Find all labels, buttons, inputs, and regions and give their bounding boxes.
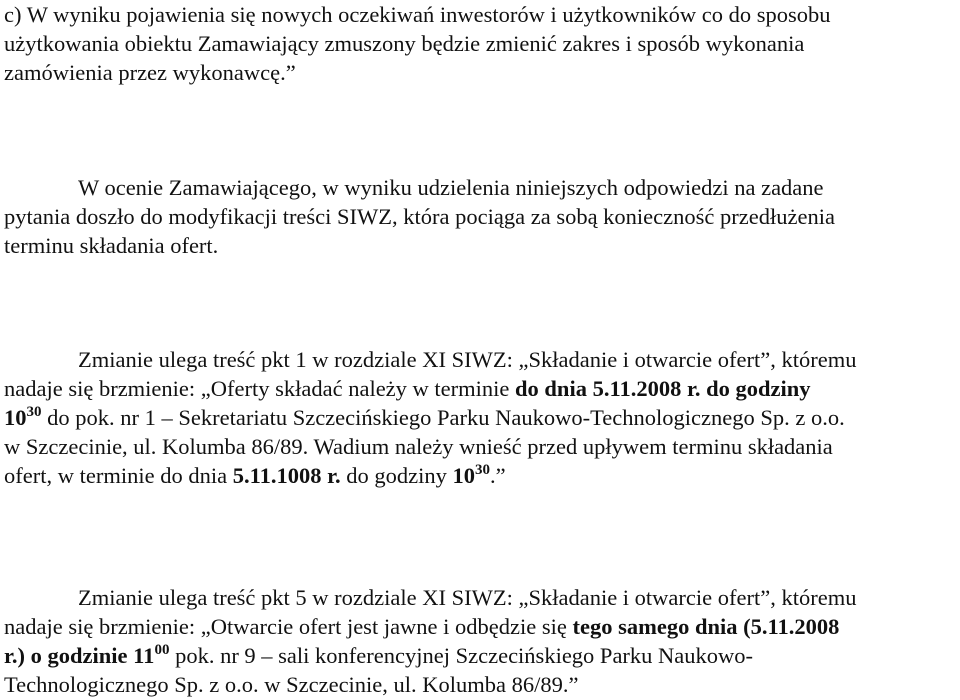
superscript-minutes: 30 (475, 462, 490, 478)
text-span: nadaje się brzmienie: „Oferty składać należy w terminie (4, 376, 516, 401)
text-line: c) W wyniku pojawienia się nowych oczekiwań inwestorów i użytkowników co do sposobu (4, 2, 831, 27)
text-span: pok. nr 9 – sali konferencyjnej Szczecińskiego Parku Naukowo- (169, 643, 754, 668)
bold-date: 5.11.1008 r. (232, 463, 341, 488)
text-line: Technologicznego Sp. z o.o. w Szczecinie, ul. Kolumba 86/89.” (4, 672, 579, 697)
paragraph-change-point-5 (4, 583, 944, 699)
text-line (4, 345, 944, 374)
paragraph-item-c (4, 0, 944, 87)
paragraph-change-point-1 (4, 345, 944, 490)
text-line (4, 173, 944, 202)
text-span: Zmianie ulega treść pkt 5 w rozdziale XI SIWZ: „Składanie i otwarcie ofert”, któremu (78, 585, 857, 610)
bold-deadline: do dnia 5.11.2008 r. do godziny (515, 376, 811, 401)
bold-hour: 10 (4, 405, 27, 430)
bold-hour: 10 (452, 463, 475, 488)
text-span: Zmianie ulega treść pkt 1 w rozdziale XI SIWZ: „Składanie i otwarcie ofert”, któremu (78, 347, 857, 372)
superscript-minutes: 30 (26, 404, 42, 420)
text-line (4, 461, 944, 490)
text-line: terminu składania ofert. (4, 233, 219, 258)
text-line: pytania doszło do modyfikacji treści SIWZ, która pociąga za sobą konieczność przedłużenia (4, 204, 835, 229)
text-span: .” (490, 463, 506, 488)
text-line (4, 374, 944, 403)
bold-same-day: tego samego dnia (5.11.2008 (572, 614, 840, 639)
text-line (4, 612, 944, 641)
paragraph-assessment (4, 173, 944, 260)
text-span: ofert, w terminie do dnia (4, 463, 233, 488)
text-line (4, 403, 944, 432)
text-line: użytkowania obiektu Zamawiający zmuszony będzie zmienić zakres i sposób wykonania (4, 31, 805, 56)
bold-hour: r.) o godzinie 11 (4, 643, 155, 668)
text-span: nadaje się brzmienie: „Otwarcie ofert jest jawne i odbędzie się (4, 614, 573, 639)
text-line: zamówienia przez wykonawcę.” (4, 60, 296, 85)
text-line: w Szczecinie, ul. Kolumba 86/89. Wadium należy wnieść przed upływem terminu składania (4, 434, 833, 459)
text-line (4, 641, 944, 670)
text-span: do godziny (340, 463, 453, 488)
text-line (4, 583, 944, 612)
text-span: W ocenie Zamawiającego, w wyniku udzielenia niniejszych odpowiedzi na zadane (78, 175, 824, 200)
text-span: do pok. nr 1 – Sekretariatu Szczecińskiego Parku Naukowo-Technologicznego Sp. z o.o. (41, 405, 845, 430)
superscript-minutes: 00 (154, 642, 170, 658)
